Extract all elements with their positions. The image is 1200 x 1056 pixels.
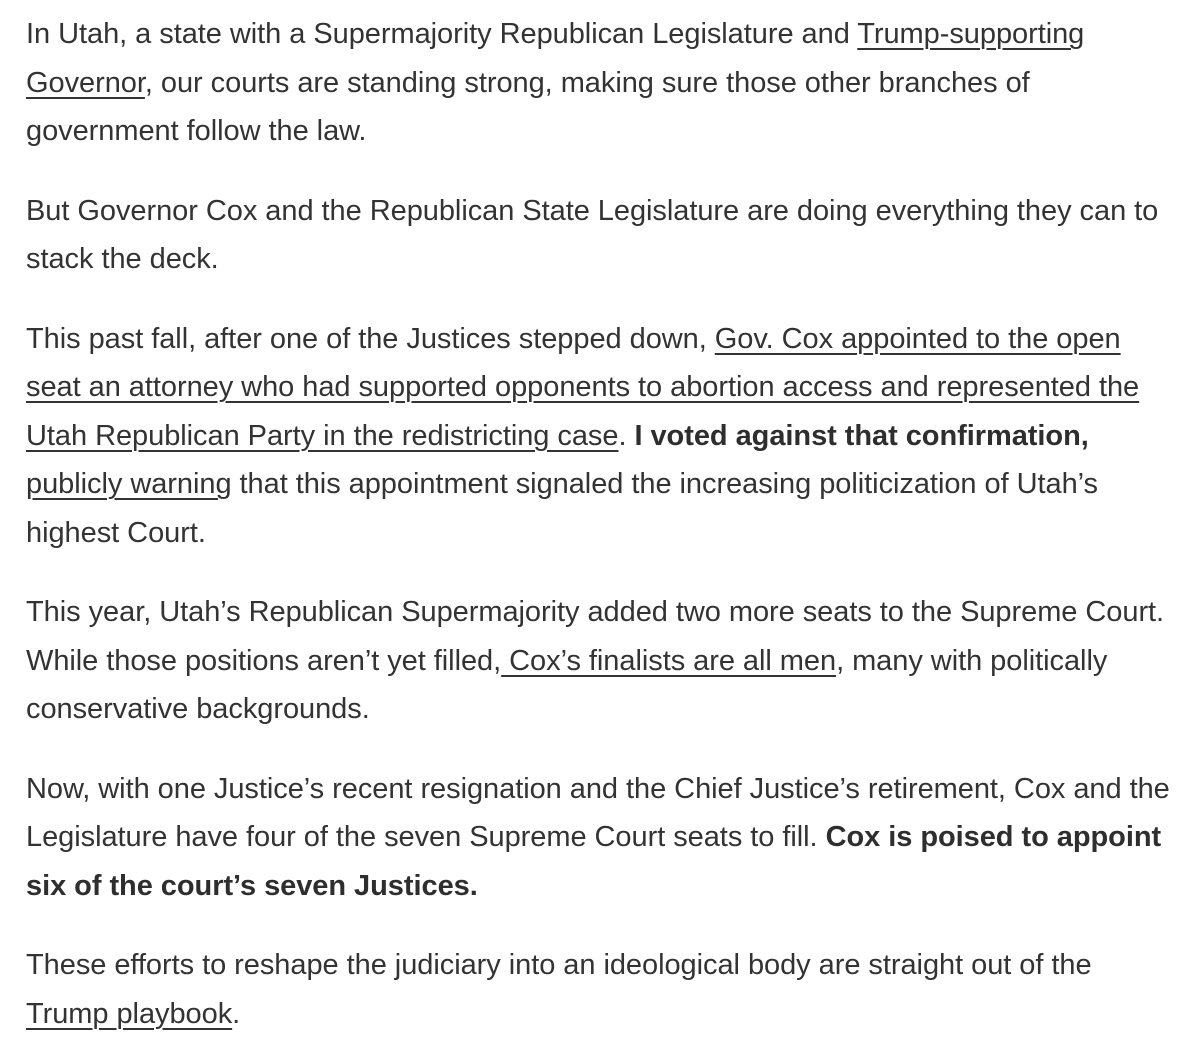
paragraph bbox=[26, 765, 1174, 911]
inline-link[interactable]: Gov. Cox appointed to the open seat an attorney who had supported opponents to abortion access and represented the Utah Republican Party in the redistricting case bbox=[26, 322, 1140, 452]
paragraph-text: Now, with one Justice’s recent resignation and the Chief Justice’s retirement, Cox and the Legislature have four of the seven Supreme Court seats to fill. bbox=[26, 772, 1170, 853]
inline-link[interactable]: Trump playbook bbox=[26, 997, 233, 1030]
paragraph bbox=[26, 187, 1174, 284]
paragraph-text: But Governor Cox and the Republican State Legislature are doing everything they can to stack the deck. bbox=[26, 194, 1159, 275]
bold-text: Cox is poised to appoint six of the court’s seven Justices. bbox=[26, 821, 1162, 902]
inline-link[interactable]: publicly warning bbox=[26, 468, 232, 500]
paragraph-text: In Utah, a state with a Supermajority Republican Legislature and bbox=[26, 18, 858, 50]
paragraph bbox=[26, 941, 1174, 1038]
paragraph bbox=[26, 10, 1174, 156]
paragraph-text: , many with politically conservative backgrounds. bbox=[26, 644, 1108, 725]
paragraph-text: These efforts to reshape the judiciary into an ideological body are straight out of the bbox=[26, 949, 1092, 981]
paragraph-text: that this appointment signaled the increasing politicization of Utah’s highest Court. bbox=[26, 468, 1098, 549]
paragraph-text: This past fall, after one of the Justices stepped down, bbox=[26, 322, 715, 355]
paragraph bbox=[26, 315, 1174, 558]
paragraph-text: This year, Utah’s Republican Supermajority added two more seats to the Supreme Court. While those positions aren’t yet filled, bbox=[26, 596, 1165, 677]
paragraph bbox=[26, 588, 1174, 734]
paragraph-text: , our courts are standing strong, making sure those other branches of government follow the law. bbox=[26, 66, 1030, 147]
bold-text: I voted against that confirmation, bbox=[634, 419, 1089, 452]
inline-link[interactable]: Cox’s finalists are all men bbox=[501, 644, 837, 677]
inline-link[interactable]: Trump-supporting Governor bbox=[26, 18, 1085, 99]
paragraph-text: . bbox=[618, 419, 635, 452]
paragraph-text: . bbox=[232, 997, 241, 1030]
